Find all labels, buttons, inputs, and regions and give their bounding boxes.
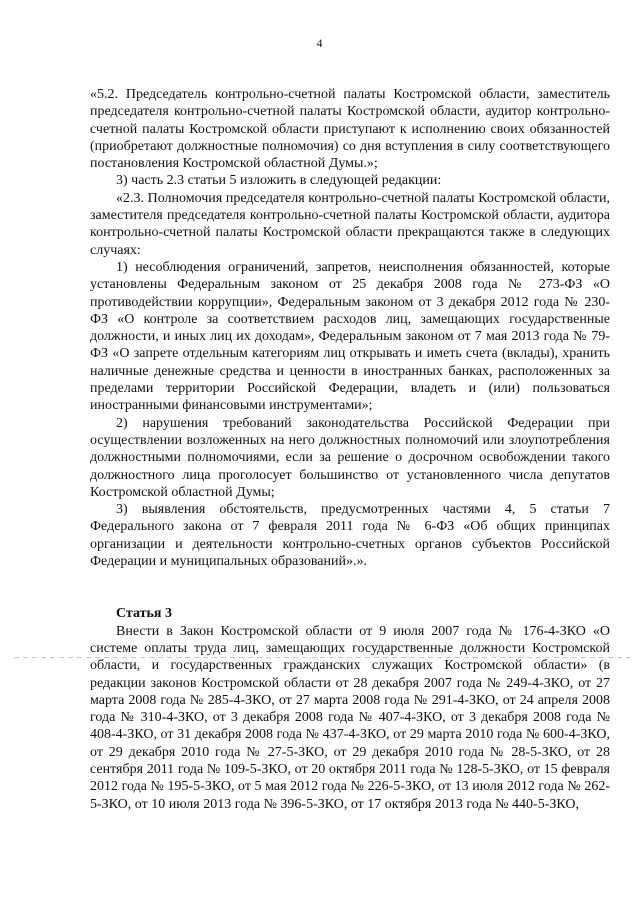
page-number: 4 [316, 36, 323, 50]
article-3-text: Внести в Закон Костромской области от 9 июля 2007 года № 176-4-ЗКО «О системе оплаты труда лиц, замещающих государственные должности Костромской области, и государственных гражданских служащих Костромской области» (в редакции законов Костромской области от 28 декабря 2007 года № 249-4-ЗКО, от 27 марта 2008 года № 285-4-ЗКО, от 27 марта 2008 года № 291-4-ЗКО, от 24 апреля 2008 года № 310-4-ЗКО, от 3 декабря 2008 года № 407-4-ЗКО, от 3 декабря 2008 года № 408-4-ЗКО, от 31 декабря 2008 года № 437-4-ЗКО, от 29 марта 2010 года № 600-4-ЗКО, от 29 декабря 2010 года № 27-5-ЗКО, от 29 декабря 2010 года № 28-5-ЗКО, от 28 сентября 2011 года № 109-5-ЗКО, от 20 октября 2011 года № 128-5-ЗКО, от 15 февраля 2012 года № 195-5-ЗКО, от 5 мая 2012 года № 226-5-ЗКО, от 13 июля 2012 года № 262-5-ЗКО, от 10 июля 2013 года № 396-5-ЗКО, от 17 октября 2013 года № 440-5-ЗКО, [90, 623, 610, 812]
scan-artifact-line [14, 657, 634, 658]
paragraph-5-2: «5.2. Председатель контрольно-счетной палаты Костромской области, заместитель председателя контрольно-счетной палаты Костромской области, аудитор контрольно-счетной палаты Костромской области приступают к исполнению своих обязанностей (приобретают должностные полномочия) со дня вступления в силу соответствующего постановления Костромской областной Думы.»; [90, 87, 610, 172]
article-3-heading: Статья 3 [116, 606, 172, 622]
paragraph-item-3: 3) выявления обстоятельств, предусмотренных частями 4, 5 статьи 7 Федерального закона от 7 февраля 2011 года № 6-ФЗ «Об общих принципах организации и деятельности контрольно-счетных органов субъектов Российской Федерации и муниципальных образований».». [90, 502, 610, 570]
document-body [90, 86, 610, 813]
paragraph-2-3: «2.3. Полномочия председателя контрольно-счетной палаты Костромской области, заместителя председателя контрольно-счетной палаты Костромской области, аудитора контрольно-счетной палаты Костромской области прекращаются также в следующих случаях: [90, 190, 610, 258]
paragraph-item-2: 2) нарушения требований законодательства Российской Федерации при осуществлении возложенных на него должностных полномочий или злоупотребления должностными полномочиями, если за решение о досрочном освобождении такого должностного лица проголосует большинство от установленного числа депутатов Костромской областной Думы; [90, 415, 610, 500]
paragraph-item-1: 1) несоблюдения ограничений, запретов, неисполнения обязанностей, которые установлены Федеральным законом от 25 декабря 2008 года № 273-ФЗ «О противодействии коррупции», Федеральным законом от 3 декабря 2012 года № 230-ФЗ «О контроле за соответствием расходов лиц, замещающих государственные должности, и иных лиц их доходам», Федеральным законом от 7 мая 2013 года № 79-ФЗ «О запрете отдельным категориям лиц открывать и иметь счета (вклады), хранить наличные денежные средства и ценности в иностранных банках, расположенных за пределами территории Российской Федерации, владеть и (или) пользоваться иностранными финансовыми инструментами»; [90, 259, 610, 414]
paragraph-amendment-3: 3) часть 2.3 статьи 5 изложить в следующей редакции: [116, 173, 442, 189]
